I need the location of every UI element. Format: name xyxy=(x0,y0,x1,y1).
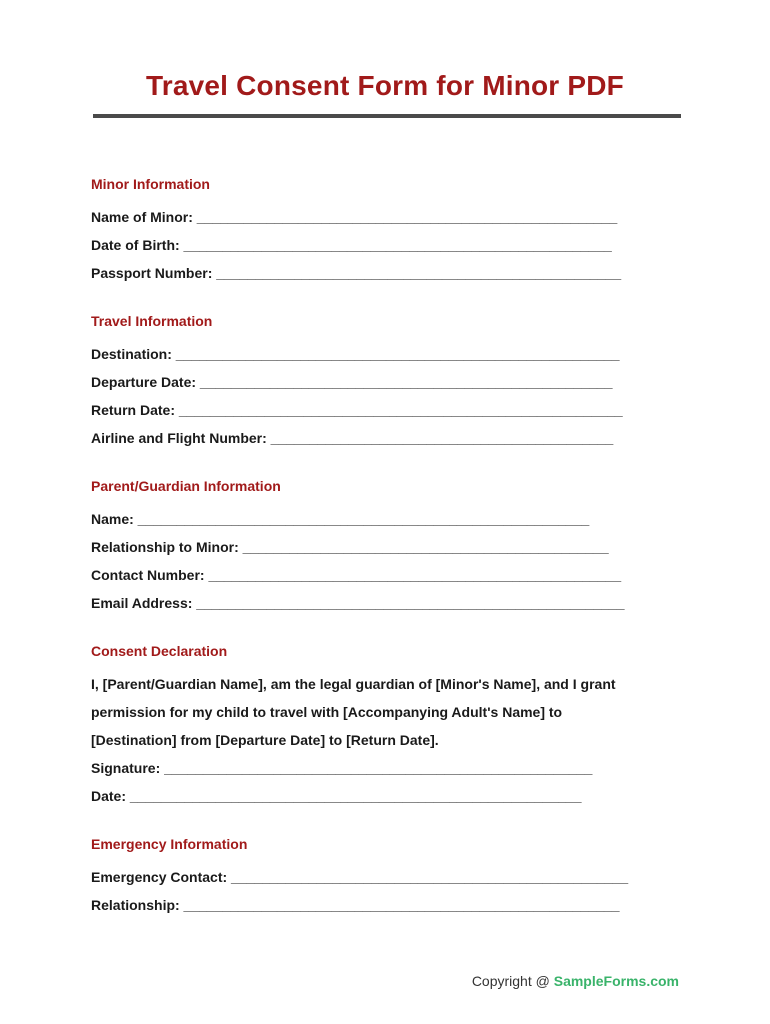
copyright-footer xyxy=(472,973,679,989)
field-contact-number[interactable]: Contact Number: _____________________________________________________ xyxy=(91,567,622,583)
field-passport-number[interactable]: Passport Number: ____________________________________________________ xyxy=(91,265,622,281)
section-heading-emergency: Emergency Information xyxy=(91,836,248,852)
field-relationship-to-minor[interactable]: Relationship to Minor: _______________________________________________ xyxy=(91,539,609,555)
field-email-address[interactable]: Email Address: _______________________________________________________ xyxy=(91,595,625,611)
section-heading-guardian: Parent/Guardian Information xyxy=(91,478,281,494)
field-destination[interactable]: Destination: _________________________________________________________ xyxy=(91,346,620,362)
field-signature[interactable]: Signature: _______________________________________________________ xyxy=(91,760,593,776)
consent-paragraph-line: permission for my child to travel with [Accompanying Adult's Name] to xyxy=(91,704,563,720)
field-emergency-relationship[interactable]: Relationship: ________________________________________________________ xyxy=(91,897,620,913)
copyright-prefix: Copyright @ xyxy=(471,973,554,989)
consent-paragraph-line: I, [Parent/Guardian Name], am the legal guardian of [Minor's Name], and I grant xyxy=(91,676,616,692)
brand-link[interactable]: SampleForms.com xyxy=(553,973,679,989)
field-emergency-contact[interactable]: Emergency Contact: ___________________________________________________ xyxy=(91,869,629,885)
field-date[interactable]: Date: __________________________________________________________ xyxy=(91,788,582,804)
section-heading-travel: Travel Information xyxy=(91,313,213,329)
field-airline-flight-number[interactable]: Airline and Flight Number: ____________________________________________ xyxy=(91,430,614,446)
section-heading-consent: Consent Declaration xyxy=(91,643,228,659)
title-divider xyxy=(93,114,681,118)
field-departure-date[interactable]: Departure Date: _____________________________________________________ xyxy=(91,374,613,390)
consent-paragraph-line: [Destination] from [Departure Date] to [Return Date]. xyxy=(91,732,439,748)
field-guardian-name[interactable]: Name: __________________________________________________________ xyxy=(91,511,590,527)
field-return-date[interactable]: Return Date: _________________________________________________________ xyxy=(91,402,623,418)
page-title: Travel Consent Form for Minor PDF xyxy=(146,70,624,101)
field-name-of-minor[interactable]: Name of Minor: ______________________________________________________ xyxy=(91,209,618,225)
field-date-of-birth[interactable]: Date of Birth: _______________________________________________________ xyxy=(91,237,612,253)
section-heading-minor: Minor Information xyxy=(91,176,210,192)
